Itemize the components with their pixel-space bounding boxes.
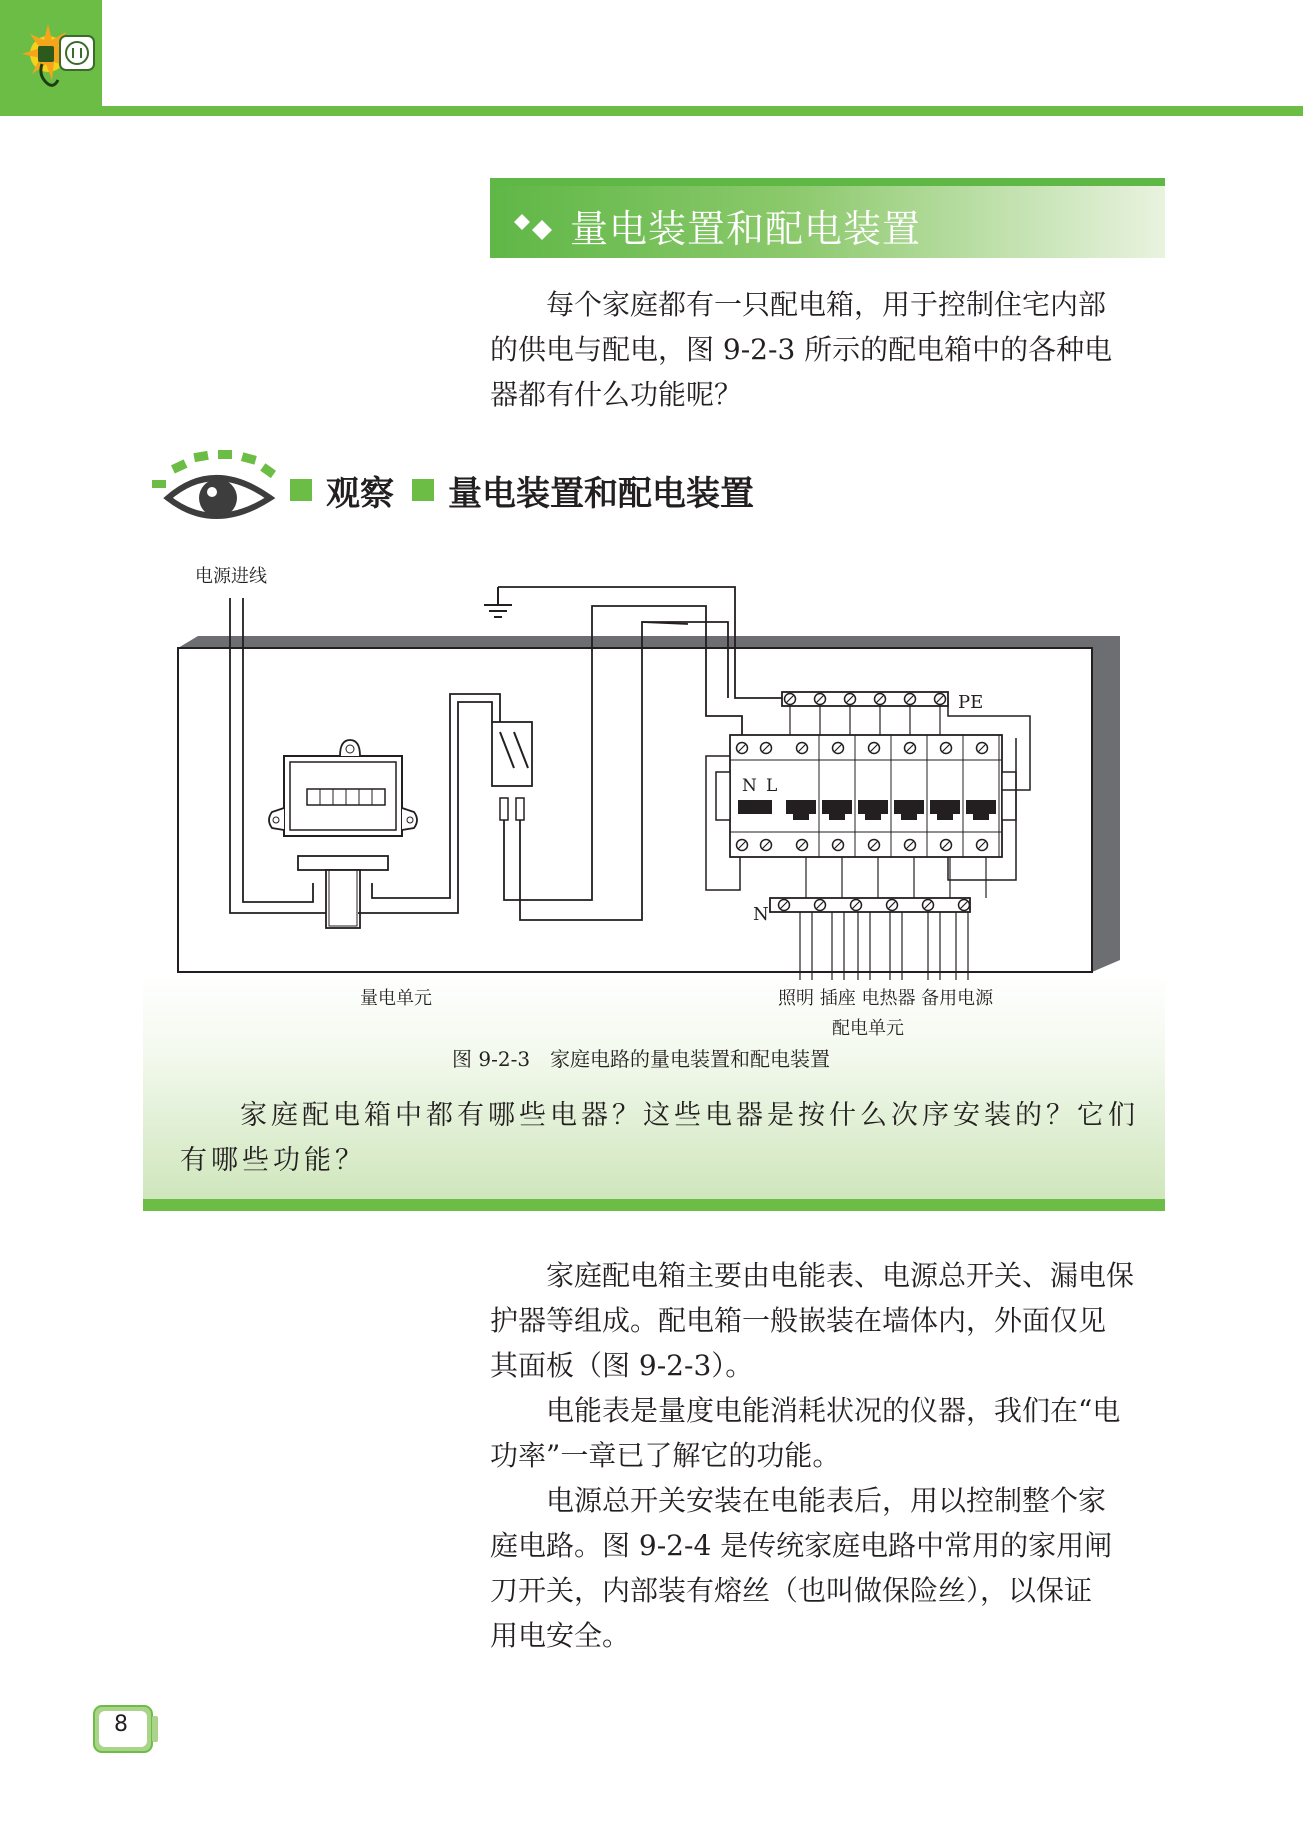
breaker-toggle: [894, 800, 924, 814]
breaker-toggle-base: [793, 814, 809, 820]
label-n-bus: N: [753, 904, 769, 925]
body-line: 用电安全。: [490, 1619, 631, 1652]
observe-label: 观察: [326, 473, 394, 514]
body-line: 庭电路。图 9-2-4 是传统家庭电路中常用的家用闸: [490, 1529, 1113, 1562]
breaker-toggle: [786, 800, 816, 814]
intro-line: 器都有什么功能呢？: [490, 378, 743, 411]
rcd-toggle: [738, 800, 772, 814]
label-distribution-unit: 配电单元: [832, 1018, 904, 1039]
label-circuits: 照明 插座 电热器 备用电源: [778, 988, 994, 1009]
breaker-toggle-base: [973, 814, 989, 820]
green-square-icon: [412, 479, 434, 501]
observe-heading: [290, 466, 754, 514]
breaker-toggle: [858, 800, 888, 814]
body-paragraph: [490, 1388, 1165, 1478]
breaker-toggle: [966, 800, 996, 814]
label-power-in: 电源进线: [195, 566, 267, 587]
body-line: 刀开关，内部装有熔丝（也叫做保险丝），以保证: [490, 1574, 1093, 1607]
diamond-bullets-icon: [512, 208, 560, 244]
body-line: 电能表是量度电能消耗状况的仪器，我们在“电: [546, 1394, 1121, 1427]
observe-topic: 量电装置和配电装置: [448, 473, 754, 514]
section-heading-banner: [490, 178, 1165, 258]
intro-line: 的供电与配电，图 9-2-3 所示的配电箱中的各种电: [490, 333, 1113, 366]
question-line: 有哪些功能？: [180, 1145, 366, 1176]
green-square-icon: [290, 479, 312, 501]
label-metering-unit: 量电单元: [360, 988, 432, 1009]
intro-line: 每个家庭都有一只配电箱，用于控制住宅内部: [546, 288, 1107, 321]
electric-plug-icon: [18, 14, 98, 90]
header-rule: [102, 106, 1303, 116]
observe-question: [180, 1093, 1139, 1183]
breaker-toggle-base: [829, 814, 845, 820]
body-line: 家庭配电箱主要由电能表、电源总开关、漏电保: [546, 1259, 1135, 1292]
breaker-toggle-base: [865, 814, 881, 820]
label-pe: PE: [958, 692, 984, 713]
body-paragraph: [490, 1253, 1165, 1388]
label-n: N: [742, 776, 757, 796]
breaker-toggle: [822, 800, 852, 814]
label-l: L: [766, 776, 778, 796]
header-tab: [0, 0, 102, 116]
breaker-toggle-base: [901, 814, 917, 820]
section-title: 量电装置和配电装置: [570, 207, 922, 251]
body-paragraph: [490, 1478, 1165, 1658]
page-number: 8: [114, 1712, 128, 1737]
body-line: 功率”一章已了解它的功能。: [490, 1439, 841, 1472]
distribution-box-diagram: [0, 540, 1303, 980]
body-line: 电源总开关安装在电能表后，用以控制整个家: [546, 1484, 1107, 1517]
figure-caption: 图 9-2-3 家庭电路的量电装置和配电装置: [452, 1047, 831, 1071]
question-line: 家庭配电箱中都有哪些电器？这些电器是按什么次序安装的？它们: [240, 1100, 1139, 1131]
intro-paragraph: [490, 282, 1165, 417]
eye-icon: [144, 448, 284, 530]
breaker-toggle-base: [937, 814, 953, 820]
body-line: 护器等组成。配电箱一般嵌装在墙体内，外面仅见: [490, 1304, 1107, 1337]
body-line: 其面板（图 9-2-3）。: [490, 1349, 754, 1382]
breaker-toggle: [930, 800, 960, 814]
